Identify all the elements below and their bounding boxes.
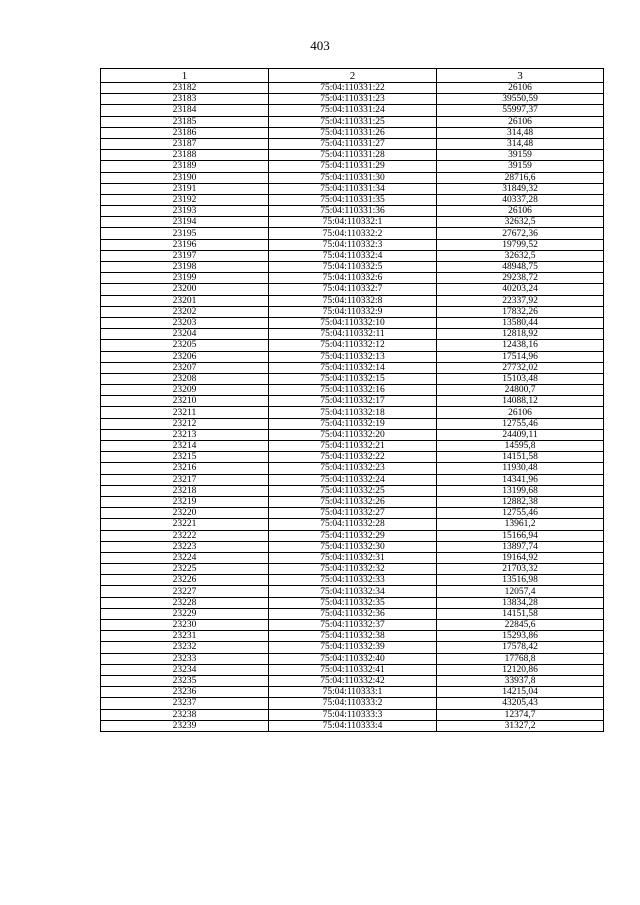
cadastral-number-cell: 75:04:110332:31 — [269, 552, 437, 563]
row-number-cell: 23222 — [101, 530, 269, 541]
cadastral-number-cell: 75:04:110331:36 — [269, 206, 437, 217]
table-row — [101, 150, 604, 161]
row-number-cell: 23193 — [101, 206, 269, 217]
table-row — [101, 653, 604, 664]
cadastral-number-cell: 75:04:110332:36 — [269, 608, 437, 619]
row-number-cell: 23198 — [101, 262, 269, 273]
row-number-cell: 23183 — [101, 94, 269, 105]
cadastral-number-cell: 75:04:110332:22 — [269, 452, 437, 463]
table-row — [101, 306, 604, 317]
row-number-cell: 23186 — [101, 127, 269, 138]
row-number-cell: 23185 — [101, 116, 269, 127]
table-row — [101, 463, 604, 474]
cadastral-number-cell: 75:04:110333:2 — [269, 698, 437, 709]
cadastral-number-cell: 75:04:110331:34 — [269, 183, 437, 194]
cadastral-number-cell: 75:04:110332:26 — [269, 496, 437, 507]
row-number-cell: 23238 — [101, 709, 269, 720]
value-cell: 19164,92 — [437, 552, 604, 563]
table-row — [101, 418, 604, 429]
cadastral-number-cell: 75:04:110332:4 — [269, 250, 437, 261]
table-row — [101, 508, 604, 519]
cadastral-number-cell: 75:04:110332:1 — [269, 217, 437, 228]
cadastral-number-cell: 75:04:110331:27 — [269, 138, 437, 149]
value-cell: 11930,48 — [437, 463, 604, 474]
table-row — [101, 564, 604, 575]
table-row — [101, 586, 604, 597]
value-cell: 13516,98 — [437, 575, 604, 586]
cadastral-number-cell: 75:04:110332:21 — [269, 441, 437, 452]
value-cell: 17832,26 — [437, 306, 604, 317]
row-number-cell: 23191 — [101, 183, 269, 194]
cadastral-number-cell: 75:04:110332:23 — [269, 463, 437, 474]
value-cell: 31327,2 — [437, 720, 604, 731]
table-row — [101, 698, 604, 709]
row-number-cell: 23187 — [101, 138, 269, 149]
cadastral-number-cell: 75:04:110332:14 — [269, 362, 437, 373]
value-cell: 40203,24 — [437, 284, 604, 295]
value-cell: 31849,32 — [437, 183, 604, 194]
table-row — [101, 441, 604, 452]
table-row — [101, 329, 604, 340]
table-row — [101, 194, 604, 205]
row-number-cell: 23234 — [101, 664, 269, 675]
table-row — [101, 429, 604, 440]
cadastral-number-cell: 75:04:110332:2 — [269, 228, 437, 239]
row-number-cell: 23212 — [101, 418, 269, 429]
row-number-cell: 23224 — [101, 552, 269, 563]
value-cell: 39550,59 — [437, 94, 604, 105]
cadastral-number-cell: 75:04:110332:6 — [269, 273, 437, 284]
cadastral-number-cell: 75:04:110332:30 — [269, 541, 437, 552]
value-cell: 12120,86 — [437, 664, 604, 675]
row-number-cell: 23237 — [101, 698, 269, 709]
cadastral-number-cell: 75:04:110332:7 — [269, 284, 437, 295]
cadastral-number-cell: 75:04:110333:1 — [269, 687, 437, 698]
row-number-cell: 23229 — [101, 608, 269, 619]
row-number-cell: 23194 — [101, 217, 269, 228]
table-row — [101, 138, 604, 149]
table-row — [101, 317, 604, 328]
cadastral-number-cell: 75:04:110333:3 — [269, 709, 437, 720]
table-row — [101, 485, 604, 496]
value-cell: 33937,8 — [437, 675, 604, 686]
column-header: 2 — [269, 69, 437, 83]
table-row — [101, 116, 604, 127]
row-number-cell: 23230 — [101, 620, 269, 631]
value-cell: 13834,28 — [437, 597, 604, 608]
row-number-cell: 23206 — [101, 351, 269, 362]
table-row — [101, 239, 604, 250]
value-cell: 24409,11 — [437, 429, 604, 440]
row-number-cell: 23182 — [101, 83, 269, 94]
cadastral-number-cell: 75:04:110332:19 — [269, 418, 437, 429]
value-cell: 39159 — [437, 150, 604, 161]
cadastral-number-cell: 75:04:110332:41 — [269, 664, 437, 675]
row-number-cell: 23202 — [101, 306, 269, 317]
table-header-row — [101, 69, 604, 83]
row-number-cell: 23207 — [101, 362, 269, 373]
row-number-cell: 23188 — [101, 150, 269, 161]
cadastral-number-cell: 75:04:110332:13 — [269, 351, 437, 362]
row-number-cell: 23223 — [101, 541, 269, 552]
cadastral-number-cell: 75:04:110332:24 — [269, 474, 437, 485]
table-row — [101, 642, 604, 653]
value-cell: 12438,16 — [437, 340, 604, 351]
cadastral-number-cell: 75:04:110332:28 — [269, 519, 437, 530]
table-row — [101, 228, 604, 239]
value-cell: 28716,6 — [437, 172, 604, 183]
row-number-cell: 23195 — [101, 228, 269, 239]
value-cell: 15166,94 — [437, 530, 604, 541]
table-row — [101, 687, 604, 698]
cadastral-number-cell: 75:04:110332:32 — [269, 564, 437, 575]
value-cell: 17578,42 — [437, 642, 604, 653]
value-cell: 19799,52 — [437, 239, 604, 250]
row-number-cell: 23239 — [101, 720, 269, 731]
row-number-cell: 23216 — [101, 463, 269, 474]
table-row — [101, 608, 604, 619]
row-number-cell: 23209 — [101, 385, 269, 396]
cadastral-number-cell: 75:04:110332:25 — [269, 485, 437, 496]
row-number-cell: 23226 — [101, 575, 269, 586]
data-table — [100, 68, 604, 732]
row-number-cell: 23203 — [101, 317, 269, 328]
value-cell: 12057,4 — [437, 586, 604, 597]
table-row — [101, 94, 604, 105]
table-row — [101, 575, 604, 586]
value-cell: 17514,96 — [437, 351, 604, 362]
value-cell: 26106 — [437, 407, 604, 418]
cadastral-number-cell: 75:04:110332:3 — [269, 239, 437, 250]
cadastral-number-cell: 75:04:110332:9 — [269, 306, 437, 317]
value-cell: 12882,38 — [437, 496, 604, 507]
row-number-cell: 23235 — [101, 675, 269, 686]
table-row — [101, 720, 604, 731]
row-number-cell: 23190 — [101, 172, 269, 183]
value-cell: 14151,58 — [437, 608, 604, 619]
table-row — [101, 709, 604, 720]
row-number-cell: 23204 — [101, 329, 269, 340]
table-row — [101, 183, 604, 194]
value-cell: 29238,72 — [437, 273, 604, 284]
value-cell: 14215,04 — [437, 687, 604, 698]
row-number-cell: 23197 — [101, 250, 269, 261]
cadastral-number-cell: 75:04:110332:17 — [269, 396, 437, 407]
value-cell: 14341,96 — [437, 474, 604, 485]
value-cell: 14088,12 — [437, 396, 604, 407]
cadastral-number-cell: 75:04:110332:35 — [269, 597, 437, 608]
table-row — [101, 631, 604, 642]
value-cell: 12755,46 — [437, 418, 604, 429]
cadastral-number-cell: 75:04:110332:8 — [269, 295, 437, 306]
page-number: 403 — [310, 38, 330, 53]
table-row — [101, 407, 604, 418]
value-cell: 12818,92 — [437, 329, 604, 340]
value-cell: 12374,7 — [437, 709, 604, 720]
value-cell: 13897,74 — [437, 541, 604, 552]
cadastral-number-cell: 75:04:110332:12 — [269, 340, 437, 351]
table-row — [101, 250, 604, 261]
cadastral-number-cell: 75:04:110331:30 — [269, 172, 437, 183]
value-cell: 17768,8 — [437, 653, 604, 664]
row-number-cell: 23218 — [101, 485, 269, 496]
table-row — [101, 83, 604, 94]
cadastral-number-cell: 75:04:110332:33 — [269, 575, 437, 586]
row-number-cell: 23221 — [101, 519, 269, 530]
value-cell: 21703,32 — [437, 564, 604, 575]
cadastral-number-cell: 75:04:110332:5 — [269, 262, 437, 273]
cadastral-number-cell: 75:04:110331:25 — [269, 116, 437, 127]
table-row — [101, 530, 604, 541]
row-number-cell: 23205 — [101, 340, 269, 351]
table-row — [101, 351, 604, 362]
cadastral-number-cell: 75:04:110333:4 — [269, 720, 437, 731]
cadastral-number-cell: 75:04:110332:18 — [269, 407, 437, 418]
row-number-cell: 23199 — [101, 273, 269, 284]
value-cell: 55997,37 — [437, 105, 604, 116]
row-number-cell: 23192 — [101, 194, 269, 205]
table-row — [101, 552, 604, 563]
cadastral-number-cell: 75:04:110331:23 — [269, 94, 437, 105]
row-number-cell: 23210 — [101, 396, 269, 407]
cadastral-number-cell: 75:04:110331:26 — [269, 127, 437, 138]
table-row — [101, 127, 604, 138]
table-row — [101, 396, 604, 407]
table-row — [101, 496, 604, 507]
value-cell: 39159 — [437, 161, 604, 172]
table-row — [101, 284, 604, 295]
cadastral-number-cell: 75:04:110331:29 — [269, 161, 437, 172]
table-row — [101, 541, 604, 552]
table-row — [101, 597, 604, 608]
cadastral-number-cell: 75:04:110332:20 — [269, 429, 437, 440]
row-number-cell: 23227 — [101, 586, 269, 597]
row-number-cell: 23215 — [101, 452, 269, 463]
row-number-cell: 23196 — [101, 239, 269, 250]
row-number-cell: 23184 — [101, 105, 269, 116]
table-row — [101, 161, 604, 172]
row-number-cell: 23200 — [101, 284, 269, 295]
value-cell: 14151,58 — [437, 452, 604, 463]
cadastral-number-cell: 75:04:110331:22 — [269, 83, 437, 94]
value-cell: 15103,48 — [437, 373, 604, 384]
row-number-cell: 23232 — [101, 642, 269, 653]
table-row — [101, 105, 604, 116]
row-number-cell: 23236 — [101, 687, 269, 698]
table-row — [101, 675, 604, 686]
table-row — [101, 664, 604, 675]
table-row — [101, 519, 604, 530]
row-number-cell: 23219 — [101, 496, 269, 507]
value-cell: 32632,5 — [437, 217, 604, 228]
table-row — [101, 474, 604, 485]
cadastral-number-cell: 75:04:110332:42 — [269, 675, 437, 686]
row-number-cell: 23217 — [101, 474, 269, 485]
value-cell: 22337,92 — [437, 295, 604, 306]
column-header: 3 — [437, 69, 604, 83]
cadastral-number-cell: 75:04:110332:40 — [269, 653, 437, 664]
value-cell: 32632,5 — [437, 250, 604, 261]
table-row — [101, 340, 604, 351]
row-number-cell: 23189 — [101, 161, 269, 172]
cadastral-number-cell: 75:04:110332:15 — [269, 373, 437, 384]
cadastral-number-cell: 75:04:110332:38 — [269, 631, 437, 642]
value-cell: 314,48 — [437, 127, 604, 138]
value-cell: 26106 — [437, 116, 604, 127]
cadastral-number-cell: 75:04:110332:16 — [269, 385, 437, 396]
value-cell: 13580,44 — [437, 317, 604, 328]
row-number-cell: 23233 — [101, 653, 269, 664]
table-row — [101, 620, 604, 631]
value-cell: 26106 — [437, 206, 604, 217]
value-cell: 13199,68 — [437, 485, 604, 496]
table-row — [101, 362, 604, 373]
cadastral-number-cell: 75:04:110332:29 — [269, 530, 437, 541]
row-number-cell: 23225 — [101, 564, 269, 575]
cadastral-number-cell: 75:04:110332:11 — [269, 329, 437, 340]
table-row — [101, 295, 604, 306]
value-cell: 15293,86 — [437, 631, 604, 642]
cadastral-number-cell: 75:04:110331:28 — [269, 150, 437, 161]
value-cell: 40337,28 — [437, 194, 604, 205]
value-cell: 48948,75 — [437, 262, 604, 273]
cadastral-number-cell: 75:04:110332:27 — [269, 508, 437, 519]
row-number-cell: 23228 — [101, 597, 269, 608]
cadastral-number-cell: 75:04:110332:10 — [269, 317, 437, 328]
value-cell: 12755,46 — [437, 508, 604, 519]
cadastral-number-cell: 75:04:110332:37 — [269, 620, 437, 631]
table-row — [101, 262, 604, 273]
row-number-cell: 23231 — [101, 631, 269, 642]
row-number-cell: 23213 — [101, 429, 269, 440]
table-body — [101, 83, 604, 732]
row-number-cell: 23214 — [101, 441, 269, 452]
value-cell: 43205,43 — [437, 698, 604, 709]
table-row — [101, 172, 604, 183]
value-cell: 22845,6 — [437, 620, 604, 631]
cadastral-number-cell: 75:04:110331:24 — [269, 105, 437, 116]
table-row — [101, 385, 604, 396]
value-cell: 24800,7 — [437, 385, 604, 396]
value-cell: 27672,36 — [437, 228, 604, 239]
table-row — [101, 452, 604, 463]
value-cell: 27732,02 — [437, 362, 604, 373]
row-number-cell: 23211 — [101, 407, 269, 418]
column-header: 1 — [101, 69, 269, 83]
table-row — [101, 373, 604, 384]
table-row — [101, 206, 604, 217]
cadastral-number-cell: 75:04:110332:34 — [269, 586, 437, 597]
value-cell: 26106 — [437, 83, 604, 94]
row-number-cell: 23201 — [101, 295, 269, 306]
table-row — [101, 217, 604, 228]
value-cell: 314,48 — [437, 138, 604, 149]
value-cell: 13961,2 — [437, 519, 604, 530]
value-cell: 14595,8 — [437, 441, 604, 452]
table-row — [101, 273, 604, 284]
cadastral-number-cell: 75:04:110332:39 — [269, 642, 437, 653]
row-number-cell: 23208 — [101, 373, 269, 384]
row-number-cell: 23220 — [101, 508, 269, 519]
cadastral-number-cell: 75:04:110331:35 — [269, 194, 437, 205]
